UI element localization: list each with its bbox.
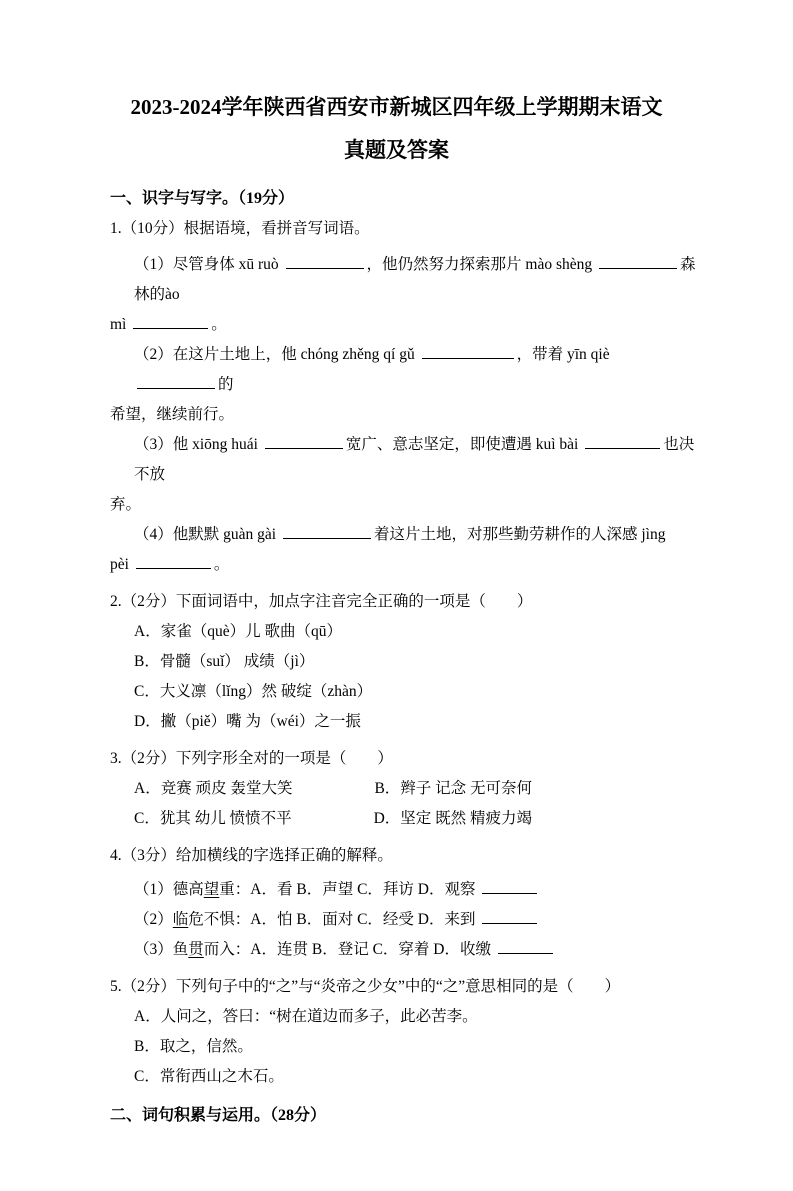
question-1-part-4-line-1 [110, 520, 697, 550]
text-run: 。 [213, 556, 230, 573]
text-run: 二、词句积累与运用。（28分） [110, 1107, 327, 1124]
answer-blank [599, 253, 677, 269]
text-run: A．家雀（què）儿 歌曲（qū） [134, 623, 342, 640]
text-run: D．坚定 既然 精疲力竭 [373, 810, 533, 827]
question-2-option-c [110, 677, 697, 707]
question-3-options-row-1 [110, 774, 697, 804]
answer-blank [137, 373, 215, 389]
text-run: 。 [211, 316, 227, 333]
text-run: C．大义凛（lǐng）然 破绽（zhàn） [134, 683, 373, 700]
question-1-part-1-line-1 [110, 250, 697, 310]
text-run: B．辫子 记念 无可奈何 [374, 780, 533, 797]
answer-blank [498, 938, 553, 954]
answer-blank [482, 908, 537, 924]
text-run: 2.（2分）下面词语中，加点字注音完全正确的一项是（ ） [110, 593, 533, 610]
text-run: 也决不放 [134, 436, 695, 483]
question-5-option-b [110, 1032, 697, 1062]
question-2-option-b [110, 647, 697, 677]
question-2-option-a [110, 617, 697, 647]
text-run: 的 [218, 376, 234, 393]
question-1-part-3-line-1 [110, 430, 697, 490]
question-5-option-a [110, 1002, 697, 1032]
question-1-part-2-line-1 [110, 340, 697, 400]
section-2-heading [110, 1101, 697, 1131]
text-run: 希望，继续前行。 [110, 406, 235, 423]
text-run: （1）德高 [134, 881, 204, 898]
text-run: C．犹其 幼儿 愤愤不平 [134, 810, 292, 827]
question-4-part-1 [110, 875, 697, 905]
answer-blank [283, 523, 371, 539]
answer-blank [422, 343, 514, 359]
text-run: B．骨髓（suǐ） 成绩（jì） [134, 653, 315, 670]
document-title-line-1: 2023-2024学年陕西省西安市新城区四年级上学期期末语文 [130, 95, 663, 119]
text-run: （1）尽管身体 xū ruò [134, 256, 283, 273]
text-run: 弃。 [110, 496, 142, 513]
text-run: 危不惧：A．怕 B．面对 C．经受 D．来到 [188, 911, 480, 928]
text-run: pèi [110, 556, 133, 573]
text-run: 森林的ào [134, 256, 696, 303]
question-4-part-2 [110, 905, 697, 935]
text-run: 1.（10分）根据语境，看拼音写词语。 [110, 220, 370, 237]
text-run: 5.（2分）下列句子中的“之”与“炎帝之少女”中的“之”意思相同的是（ ） [110, 978, 621, 995]
text-run: （2）在这片土地上，他 chóng zhěng qí gǔ [134, 346, 419, 363]
question-1-part-4-line-2 [110, 550, 697, 580]
answer-blank [482, 878, 537, 894]
text-run: 一、识字与写字。（19分） [110, 190, 295, 207]
text-run: （3）鱼 [134, 941, 189, 958]
question-1-part-2-line-2 [110, 400, 697, 430]
text-run: （2） [134, 911, 173, 928]
text-run: A．人问之，答曰：“树在道边而多子，此必苦李。 [134, 1008, 478, 1025]
answer-blank [133, 313, 208, 329]
answer-blank [585, 433, 660, 449]
text-run: 宽广、意志坚定，即使遭遇 kuì bài [345, 436, 583, 453]
underlined-char: 望 [203, 881, 220, 898]
document-body [110, 184, 697, 1131]
text-run: ，带着 yīn qiè [516, 346, 614, 363]
text-run: （4）他默默 guàn gài [134, 526, 280, 543]
question-5-stem [110, 972, 697, 1002]
text-run: ，他仍然努力探索那片 mào shèng [366, 256, 597, 273]
answer-blank [265, 433, 343, 449]
text-run: A．竞赛 顽皮 轰堂大笑 [134, 780, 293, 797]
text-run: B．取之，信然。 [134, 1038, 253, 1055]
question-1-stem [110, 214, 697, 244]
question-4-stem [110, 841, 697, 871]
question-3-stem [110, 744, 697, 774]
question-2-stem [110, 587, 697, 617]
answer-blank [286, 253, 364, 269]
document-title-line-2: 真题及答案 [344, 138, 449, 162]
text-run: mì [110, 316, 131, 333]
underlined-char: 临 [172, 911, 189, 928]
text-run: 4.（3分）给加横线的字选择正确的解释。 [110, 847, 393, 864]
question-2-option-d [110, 707, 697, 737]
text-run: C．常衔西山之木石。 [134, 1068, 284, 1085]
question-1-part-1-line-2 [110, 310, 697, 340]
underlined-char: 贯 [188, 941, 204, 958]
section-1-heading [110, 184, 697, 214]
question-5-option-c [110, 1062, 697, 1092]
text-run: 而入：A．连贯 B．登记 C．穿着 D．收缴 [203, 941, 495, 958]
question-4-part-3 [110, 935, 697, 965]
text-run: 3.（2分）下列字形全对的一项是（ ） [110, 750, 393, 767]
document-title [0, 86, 793, 172]
answer-blank [136, 553, 211, 569]
text-run: 着这片土地，对那些勤劳耕作的人深感 jìng [373, 526, 666, 543]
question-3-options-row-2 [110, 804, 697, 834]
text-run: 重：A．看 B．声望 C．拜访 D．观察 [219, 881, 480, 898]
question-1-part-3-line-2 [110, 490, 697, 520]
text-run: D．撇（piě）嘴 为（wéi）之一振 [134, 713, 361, 730]
text-run: （3）他 xiōng huái [134, 436, 262, 453]
